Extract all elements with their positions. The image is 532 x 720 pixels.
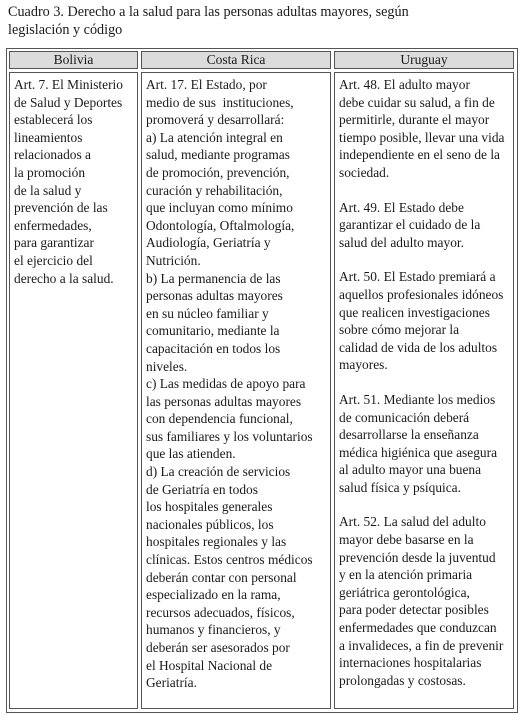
- text-line: de Salud y Deportes: [14, 94, 123, 110]
- column-header-bolivia: Bolivia: [9, 51, 138, 69]
- text-line: Art. 7. El Ministerio: [14, 77, 123, 92]
- text-line: Audiología, Geriatría y: [146, 235, 271, 251]
- text-line: Odontología, Oftalmología,: [146, 217, 295, 233]
- text-line: garantizar el cuidado de la: [339, 217, 481, 233]
- text-line: el ejercicio del: [14, 252, 93, 268]
- text-line: de la salud y: [14, 182, 82, 198]
- text-line: Geriatría.: [146, 675, 197, 691]
- text-line: relacionados a: [14, 147, 91, 163]
- text-line: b) La permanencia de las: [146, 270, 281, 286]
- text-line: sociedad.: [339, 164, 390, 180]
- article-block: [339, 513, 510, 689]
- text-line: enfermedades,: [14, 217, 92, 233]
- text-line: con dependencia funcional,: [146, 411, 293, 427]
- text-line: niveles.: [146, 358, 188, 374]
- text-line: aquellos profesionales idóneos: [339, 286, 504, 302]
- text-line: desarrollarse la enseñanza: [339, 427, 479, 443]
- caption-line: legislación y código: [8, 22, 123, 38]
- text-line: las personas adultas mayores: [146, 393, 302, 409]
- text-line: mayores.: [339, 357, 388, 373]
- text-line: humanos y financieros, y: [146, 622, 281, 638]
- text-line: Art. 49. El Estado debe: [339, 199, 464, 215]
- text-line: de comunicación deberá: [339, 409, 470, 425]
- bolivia-cell: [9, 72, 138, 709]
- text-line: la promoción: [14, 164, 86, 180]
- text-line: enfermedades que conduzcan: [339, 620, 497, 636]
- text-line: y en la atención primaria: [339, 567, 473, 583]
- text-line: sus familiares y los voluntarios: [146, 428, 313, 444]
- text-line: prevención desde la juventud: [339, 549, 496, 565]
- text-line: Art. 52. La salud del adulto: [339, 514, 486, 530]
- text-line: curación y rehabilitación,: [146, 182, 283, 198]
- article-block: [339, 199, 510, 252]
- text-line: promoverá y desarrollará:: [146, 112, 285, 128]
- text-line: que realicen investigaciones: [339, 304, 490, 320]
- text-line: para garantizar: [14, 235, 94, 251]
- text-line: salud del adulto mayor.: [339, 234, 464, 250]
- text-line: para poder detectar posibles: [339, 602, 489, 618]
- text-line: permitirle, durante el mayor: [339, 112, 490, 128]
- costa-rica-cell: [141, 72, 331, 709]
- text-line: nacionales públicos, los: [146, 516, 274, 532]
- text-line: en su núcleo familiar y: [146, 305, 269, 321]
- text-line: tiempo posible, llevar una vida: [339, 129, 505, 145]
- text-line: capacitación en todos los: [146, 340, 281, 356]
- article-block: [339, 391, 510, 497]
- text-line: médica higiénica que asegura: [339, 444, 498, 460]
- text-line: personas adultas mayores: [146, 288, 283, 304]
- text-line: derecho a la salud.: [14, 270, 114, 286]
- text-line: de promoción, prevención,: [146, 164, 290, 180]
- text-line: salud, mediante programas: [146, 147, 290, 163]
- text-line: el Hospital Nacional de: [146, 657, 273, 673]
- text-line: lineamientos: [14, 129, 83, 145]
- article-block: [339, 268, 510, 374]
- legislation-table: [6, 48, 518, 713]
- text-line: de Geriatría en todos: [146, 481, 258, 497]
- text-line: a) La atención integral en: [146, 129, 283, 145]
- text-line: Art. 17. El Estado, por: [146, 77, 267, 92]
- text-line: deberán contar con personal: [146, 569, 297, 585]
- text-line: Art. 48. El adulto mayor: [339, 77, 470, 92]
- text-line: clínicas. Estos centros médicos: [146, 552, 313, 568]
- text-line: c) Las medidas de apoyo para: [146, 376, 306, 392]
- text-line: geriátrica gerontológica,: [339, 584, 470, 600]
- text-line: independiente en el seno de la: [339, 147, 500, 163]
- text-line: recursos adecuados, físicos,: [146, 604, 295, 620]
- text-line: que incluyan como mínimo: [146, 200, 293, 216]
- text-line: d) La creación de servicios: [146, 464, 291, 480]
- text-line: hospitales regionales y las: [146, 534, 287, 550]
- text-line: mayor debe basarse en la: [339, 532, 474, 548]
- text-line: sobre cómo mejorar la: [339, 322, 460, 338]
- text-line: los hospitales generales: [146, 499, 273, 515]
- text-line: prevención de las: [14, 200, 108, 216]
- text-line: que las atienden.: [146, 446, 236, 462]
- text-line: deberán ser asesorados por: [146, 640, 290, 655]
- table-caption: [8, 3, 518, 39]
- text-line: Art. 50. El Estado premiará a: [339, 269, 496, 285]
- uruguay-cell: [334, 72, 514, 709]
- text-line: salud física y psíquica.: [339, 479, 461, 495]
- text-line: internaciones hospitalarias: [339, 655, 482, 671]
- column-header-costa-rica: Costa Rica: [141, 51, 331, 69]
- text-line: Art. 51. Mediante los medios: [339, 391, 496, 407]
- column-header-uruguay: Uruguay: [334, 51, 514, 69]
- text-line: a invalideces, a fin de prevenir: [339, 637, 504, 653]
- text-line: medio de sus instituciones,: [146, 94, 294, 110]
- text-line: debe cuidar su salud, a fin de: [339, 94, 495, 110]
- caption-line: Cuadro 3. Derecho a la salud para las personas adultas mayores, según: [8, 4, 409, 20]
- text-line: calidad de vida de los adultos: [339, 339, 498, 355]
- text-line: prolongadas y costosas.: [339, 672, 466, 688]
- text-line: Nutrición.: [146, 252, 201, 268]
- text-line: especializado en la rama,: [146, 587, 281, 603]
- text-line: establecerá los: [14, 112, 93, 128]
- text-line: comunitario, mediante la: [146, 323, 280, 339]
- article-block: [339, 76, 510, 182]
- text-line: al adulto mayor una buena: [339, 462, 482, 478]
